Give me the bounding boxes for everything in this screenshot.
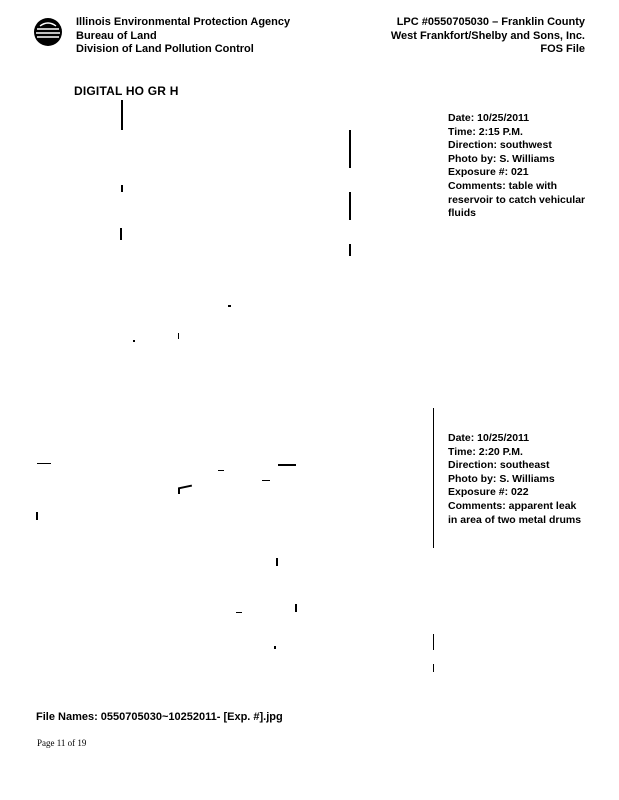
illinois-epa-logo — [33, 17, 63, 47]
lpc-number: LPC #0550705030 – Franklin County — [396, 16, 585, 28]
page-heading: DIGITAL HO GR H — [74, 84, 179, 98]
scan-mark — [178, 485, 192, 490]
site-name: West Frankfort/Shelby and Sons, Inc. — [390, 29, 585, 42]
photo-comments: Comments: table with reservoir to catch vehicular fluids — [448, 179, 586, 220]
photo-exposure: Exposure #: 022 — [448, 486, 529, 499]
scan-mark — [433, 664, 434, 672]
scan-mark — [178, 488, 180, 494]
photo-date: Date: 10/25/2011 — [448, 112, 530, 124]
scan-mark — [433, 634, 434, 650]
photo-direction: Direction: southeast — [448, 459, 550, 472]
scan-mark — [178, 333, 179, 339]
scan-mark — [120, 228, 122, 240]
agency-name: Illinois Environmental Protection Agency — [76, 16, 291, 28]
scan-mark — [274, 646, 276, 649]
scan-mark — [349, 130, 351, 168]
photo-by: Photo by: S. Williams — [448, 152, 555, 165]
scan-mark — [36, 512, 38, 520]
scan-mark — [121, 100, 123, 130]
photo-2-details — [448, 432, 588, 527]
scan-mark — [349, 244, 351, 256]
photo-time: Time: 2:15 P.M. — [448, 125, 523, 138]
agency-block — [76, 16, 290, 57]
photo-direction: Direction: southwest — [448, 139, 552, 152]
scan-mark — [133, 340, 135, 342]
bureau-name: Bureau of Land — [76, 29, 157, 42]
scan-mark — [121, 185, 123, 192]
page-number: Page 11 of 19 — [37, 738, 87, 748]
scan-mark — [278, 464, 296, 466]
scan-mark — [295, 604, 297, 612]
division-name: Division of Land Pollution Control — [76, 43, 254, 55]
scan-mark — [276, 558, 278, 566]
scan-mark — [349, 192, 351, 220]
scan-mark — [433, 408, 434, 548]
photo-1-details — [448, 112, 588, 221]
file-type: FOS File — [540, 43, 585, 55]
site-block — [391, 16, 585, 57]
scan-mark — [228, 305, 231, 307]
photo-comments: Comments: apparent leak in area of two metal drums — [448, 499, 582, 526]
photo-exposure: Exposure #: 021 — [448, 166, 529, 179]
photo-time: Time: 2:20 P.M. — [448, 445, 523, 458]
scan-mark — [262, 480, 270, 481]
scan-mark — [236, 612, 242, 613]
scan-mark — [37, 463, 51, 464]
file-names: File Names: 0550705030~10252011- [Exp. #].jpg — [36, 711, 283, 723]
photo-date: Date: 10/25/2011 — [448, 432, 530, 444]
photo-by: Photo by: S. Williams — [448, 472, 555, 485]
scan-mark — [218, 470, 224, 471]
